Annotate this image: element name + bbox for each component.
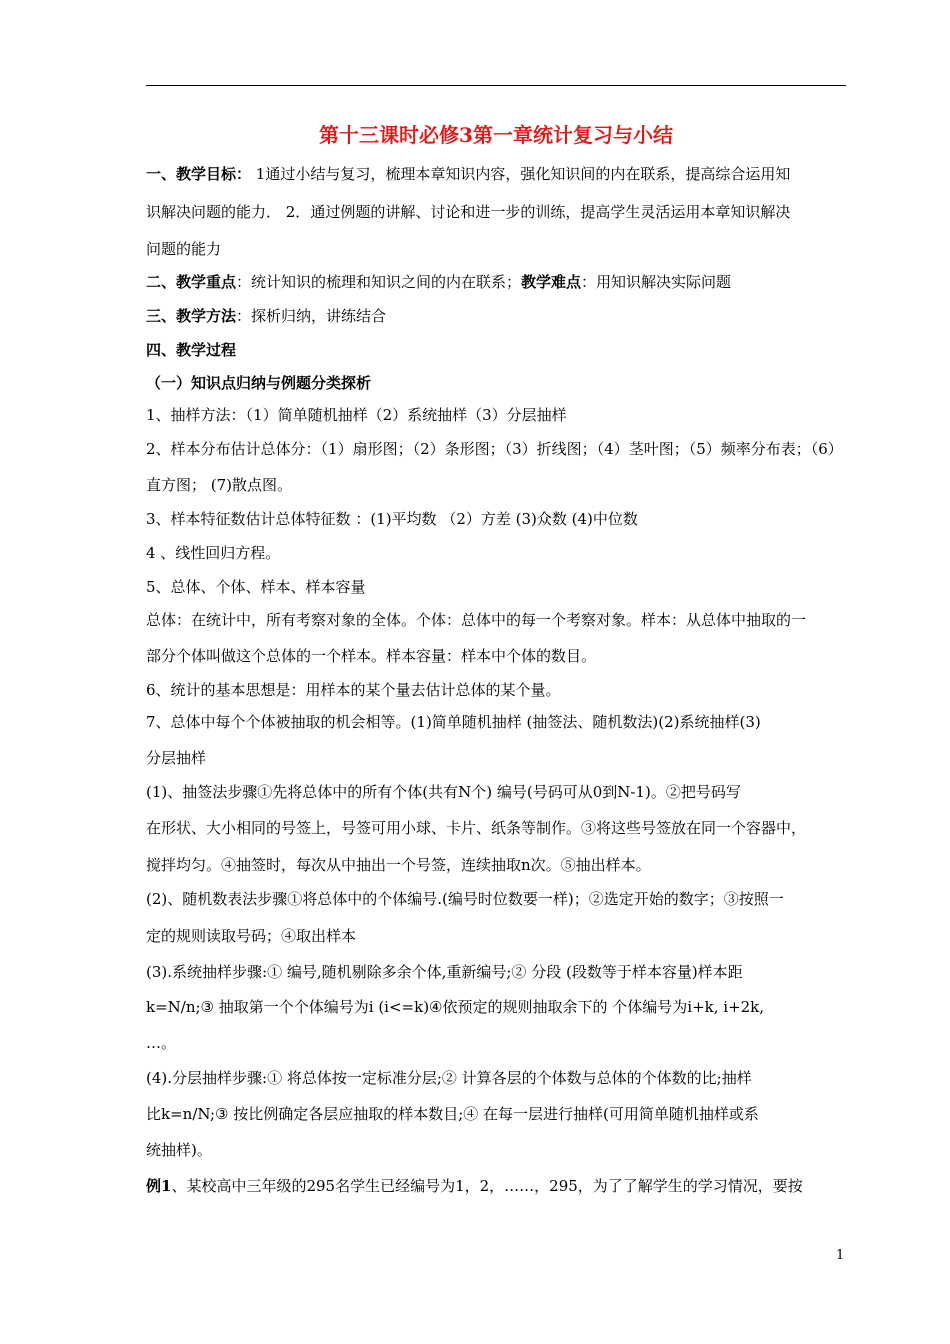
header-rule xyxy=(146,85,846,86)
text-line xyxy=(146,373,371,393)
bold-heading-text: 教学难点 xyxy=(521,273,582,291)
text-line xyxy=(146,926,356,946)
text-line xyxy=(146,340,236,360)
text-line xyxy=(146,889,784,909)
body-text: 1通过小结与复习，梳理本章知识内容，强化知识间的内在联系，提高综合运用知 xyxy=(251,165,791,183)
bold-heading-text: 例1 xyxy=(146,1177,172,1195)
body-text: 7、总体中每个个体被抽取的机会相等。(1)简单随机抽样 (抽签法、随机数法)(2)系统抽样(3) xyxy=(146,713,761,731)
body-text: 2、样本分布估计总体分：（1）扇形图；（2）条形图；（3）折线图；（4）茎叶图；（5）频率分布表；（6） xyxy=(146,440,843,458)
body-text: 搅拌均匀。④抽签时，每次从中抽出一个号签，连续抽取n次。⑤抽出样本。 xyxy=(146,856,651,874)
body-text: …。 xyxy=(146,1034,177,1052)
text-line xyxy=(146,997,764,1017)
body-text: 6、统计的基本思想是：用样本的某个量去估计总体的某个量。 xyxy=(146,681,561,699)
text-line xyxy=(146,1068,752,1088)
bold-heading-text: 三、教学方法 xyxy=(146,307,237,325)
body-text: 问题的能力 xyxy=(146,240,222,258)
body-text: 在形状、大小相同的号签上，号签可用小球、卡片、纸条等制作。③将这些号签放在同一个容器中， xyxy=(146,819,807,837)
text-line xyxy=(146,1140,212,1160)
body-text: 定的规则读取号码；④取出样本 xyxy=(146,927,357,945)
bold-heading-text: 一、教学目标： xyxy=(146,165,252,183)
body-text: 分层抽样 xyxy=(146,749,207,767)
body-text: 4 、线性回归方程。 xyxy=(146,544,281,562)
body-text: (4).分层抽样步骤:① 将总体按一定标准分层;② 计算各层的个体数与总体的个体数的比;抽样 xyxy=(146,1069,752,1087)
text-line xyxy=(146,475,292,495)
body-text: (2)、随机数表法步骤①将总体中的个体编号.(编号时位数要一样)；②选定开始的数字；③按照一 xyxy=(146,890,784,908)
text-line xyxy=(146,306,386,326)
body-text: 3、样本特征数估计总体特征数 ：(1)平均数 （2）方差 (3)众数 (4)中位数 xyxy=(146,510,638,528)
text-line xyxy=(146,680,561,700)
body-text: 识解决问题的能力． 2．通过例题的讲解、讨论和进一步的训练，提高学生灵活运用本章知识解决 xyxy=(146,203,791,221)
text-line xyxy=(146,748,206,768)
body-text: 直方图； (7)散点图。 xyxy=(146,476,293,494)
body-text: (3).系统抽样步骤:① 编号,随机剔除多余个体,重新编号;② 分段 (段数等于样本容量)样本距 xyxy=(146,963,743,981)
text-line xyxy=(146,439,843,459)
text-line xyxy=(146,610,806,630)
body-text: ：探析归纳，讲练结合 xyxy=(236,307,387,325)
text-line xyxy=(146,577,366,597)
body-text: k=N/n;③ 抽取第一个个体编号为i (i<=k)④依预定的规则抽取余下的 个体编号为i+k, i+2k, xyxy=(146,998,765,1016)
body-text: 1、抽样方法：（1）简单随机抽样（2）系统抽样（3）分层抽样 xyxy=(146,406,567,424)
text-line xyxy=(146,1104,759,1124)
text-line xyxy=(146,782,741,802)
text-line xyxy=(146,164,790,184)
page-title: 第十三课时必修3第一章统计复习与小结 xyxy=(319,123,673,147)
body-text: 比k=n/N;③ 按比例确定各层应抽取的样本数目;④ 在每一层进行抽样(可用简单随机抽样或系 xyxy=(146,1105,759,1123)
text-line xyxy=(146,646,596,666)
body-text: 5、总体、个体、样本、样本容量 xyxy=(146,578,366,596)
text-line xyxy=(146,405,567,425)
body-text: 总体：在统计中，所有考察对象的全体。个体：总体中的每一个考察对象。样本：从总体中抽取的一 xyxy=(146,611,807,629)
text-line xyxy=(146,543,280,563)
text-line xyxy=(146,239,221,259)
text-line xyxy=(146,712,761,732)
body-text: ：统计知识的梳理和知识之间的内在联系； xyxy=(236,273,522,291)
text-line xyxy=(146,1176,803,1196)
body-text: (1)、抽签法步骤①先将总体中的所有个体(共有N个) 编号(号码可从0到N-1)。②把号码写 xyxy=(146,783,741,801)
text-line xyxy=(146,509,638,529)
text-line xyxy=(146,855,651,875)
body-text: 部分个体叫做这个总体的一个样本。样本容量：样本中个体的数目。 xyxy=(146,647,597,665)
text-line xyxy=(146,272,731,292)
page-number: 1 xyxy=(836,1248,845,1263)
text-line xyxy=(146,1033,176,1053)
bold-heading-text: 四、教学过程 xyxy=(146,341,237,359)
text-line xyxy=(146,962,743,982)
text-line xyxy=(146,202,790,222)
body-text: ：用知识解决实际问题 xyxy=(581,273,732,291)
body-text: 统抽样)。 xyxy=(146,1141,212,1159)
bold-heading-text: 二、教学重点 xyxy=(146,273,237,291)
bold-heading-text: （一）知识点归纳与例题分类探析 xyxy=(146,374,372,392)
text-line xyxy=(146,818,806,838)
body-text: 、某校高中三年级的295名学生已经编号为1，2，……，295，为了了解学生的学习情况，要按 xyxy=(171,1177,803,1195)
